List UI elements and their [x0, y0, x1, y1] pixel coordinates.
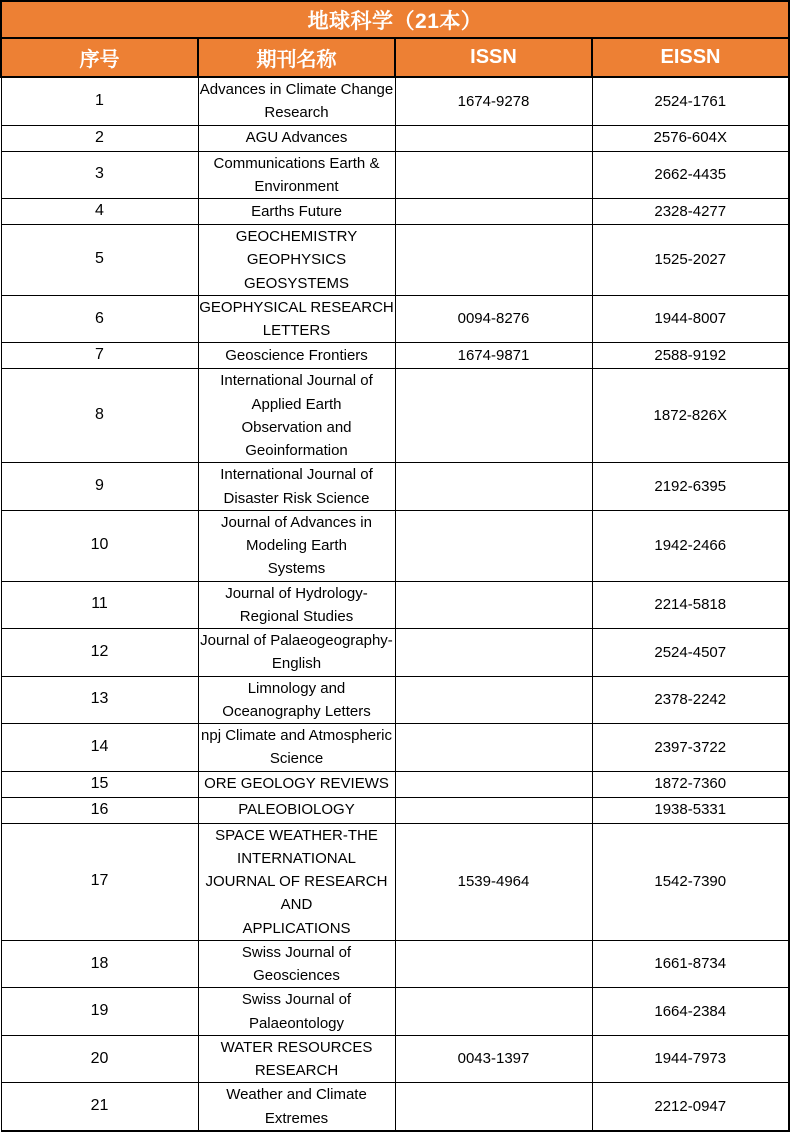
- cell-eissn: 1542-7390: [592, 823, 789, 940]
- journal-name-line: Geoscience Frontiers: [225, 347, 368, 365]
- cell-eissn: 1661-8734: [592, 940, 789, 988]
- cell-journal-name: [198, 823, 395, 940]
- table-title-row: [1, 1, 789, 38]
- cell-issn: [395, 940, 592, 988]
- journal-name-line: APPLICATIONS: [242, 919, 351, 937]
- table-row: [1, 724, 789, 772]
- cell-eissn: 1944-7973: [592, 1035, 789, 1083]
- table-row: [1, 225, 789, 296]
- cell-index: 16: [1, 797, 198, 823]
- cell-journal-name: [198, 295, 395, 343]
- journal-name-line: Weather and Climate Extremes: [226, 1086, 367, 1127]
- table-row: [1, 510, 789, 581]
- cell-index: 21: [1, 1083, 198, 1131]
- cell-eissn: 2524-1761: [592, 77, 789, 125]
- journal-name-line: Swiss Journal of Geosciences: [241, 943, 352, 984]
- cell-issn: [395, 225, 592, 296]
- journal-name-line: AGU Advances: [245, 129, 348, 147]
- cell-eissn: 2588-9192: [592, 343, 789, 369]
- table-body: [1, 77, 789, 1131]
- cell-issn: 0043-1397: [395, 1035, 592, 1083]
- cell-eissn: 1872-826X: [592, 369, 789, 463]
- table-row: [1, 463, 789, 511]
- cell-index: 5: [1, 225, 198, 296]
- table-row: [1, 199, 789, 225]
- table-row: [1, 940, 789, 988]
- cell-issn: [395, 1083, 592, 1131]
- cell-index: 8: [1, 369, 198, 463]
- cell-eissn: 2524-4507: [592, 629, 789, 677]
- table-row: [1, 151, 789, 199]
- cell-issn: 1674-9278: [395, 77, 592, 125]
- journal-name-line: Journal of Palaeogeography-English: [200, 632, 393, 673]
- cell-journal-name: [198, 1083, 395, 1131]
- cell-issn: [395, 581, 592, 629]
- cell-index: 6: [1, 295, 198, 343]
- cell-journal-name: [198, 369, 395, 463]
- cell-journal-name: [198, 343, 395, 369]
- cell-eissn: 1664-2384: [592, 988, 789, 1036]
- cell-issn: [395, 463, 592, 511]
- journal-name-line: Communications Earth & Environment: [213, 154, 380, 195]
- cell-eissn: 2397-3722: [592, 724, 789, 772]
- journal-name-line: SPACE WEATHER-THE INTERNATIONAL: [215, 826, 378, 867]
- journal-name-line: npj Climate and Atmospheric Science: [201, 727, 392, 768]
- cell-journal-name: [198, 510, 395, 581]
- journal-name-line: ORE GEOLOGY REVIEWS: [204, 775, 389, 793]
- cell-eissn: 1944-8007: [592, 295, 789, 343]
- journal-name-line: Observation and Geoinformation: [241, 418, 352, 459]
- journal-name-line: Earths Future: [251, 202, 342, 220]
- table-head: [1, 1, 789, 77]
- table-row: [1, 369, 789, 463]
- cell-journal-name: [198, 797, 395, 823]
- cell-journal-name: [198, 199, 395, 225]
- cell-issn: [395, 510, 592, 581]
- cell-issn: [395, 151, 592, 199]
- cell-issn: [395, 724, 592, 772]
- cell-index: 12: [1, 629, 198, 677]
- cell-issn: [395, 629, 592, 677]
- cell-index: 11: [1, 581, 198, 629]
- cell-issn: [395, 125, 592, 151]
- cell-journal-name: [198, 225, 395, 296]
- cell-issn: 1674-9871: [395, 343, 592, 369]
- table-row: [1, 343, 789, 369]
- cell-journal-name: [198, 581, 395, 629]
- cell-issn: [395, 676, 592, 724]
- table-row: [1, 1083, 789, 1131]
- journal-name-line: GEOCHEMISTRY GEOPHYSICS: [235, 228, 358, 269]
- column-header-journal-name: 期刊名称: [198, 38, 395, 77]
- cell-journal-name: [198, 940, 395, 988]
- cell-index: 18: [1, 940, 198, 988]
- journal-name-line: PALEOBIOLOGY: [238, 801, 355, 819]
- cell-journal-name: [198, 724, 395, 772]
- journal-name-line: International Journal of Applied Earth: [220, 372, 373, 413]
- table-header-row: [1, 38, 789, 77]
- journal-name-line: Advances in Climate Change Research: [199, 81, 394, 122]
- cell-issn: [395, 199, 592, 225]
- journal-name-line: Limnology and Oceanography Letters: [222, 679, 371, 720]
- journal-name-line: Swiss Journal of Palaeontology: [241, 991, 352, 1032]
- cell-eissn: 1872-7360: [592, 771, 789, 797]
- cell-index: 4: [1, 199, 198, 225]
- cell-journal-name: [198, 988, 395, 1036]
- cell-issn: 1539-4964: [395, 823, 592, 940]
- cell-journal-name: [198, 151, 395, 199]
- cell-journal-name: [198, 125, 395, 151]
- journal-name-line: Journal of Advances in Modeling Earth: [221, 513, 372, 554]
- cell-index: 20: [1, 1035, 198, 1083]
- table-row: [1, 125, 789, 151]
- cell-eissn: 2214-5818: [592, 581, 789, 629]
- table-row: [1, 823, 789, 940]
- journal-name-line: WATER RESOURCES RESEARCH: [220, 1038, 373, 1079]
- cell-index: 15: [1, 771, 198, 797]
- table-row: [1, 797, 789, 823]
- cell-index: 9: [1, 463, 198, 511]
- cell-journal-name: [198, 1035, 395, 1083]
- table-row: [1, 629, 789, 677]
- cell-eissn: 2662-4435: [592, 151, 789, 199]
- journal-name-line: GEOSYSTEMS: [243, 274, 350, 292]
- cell-journal-name: [198, 463, 395, 511]
- table-row: [1, 77, 789, 125]
- cell-index: 17: [1, 823, 198, 940]
- cell-journal-name: [198, 77, 395, 125]
- table-row: [1, 581, 789, 629]
- cell-issn: [395, 988, 592, 1036]
- journal-name-line: Systems: [267, 560, 326, 578]
- cell-eissn: 2192-6395: [592, 463, 789, 511]
- cell-eissn: 2378-2242: [592, 676, 789, 724]
- cell-index: 10: [1, 510, 198, 581]
- cell-index: 3: [1, 151, 198, 199]
- journal-name-line: Journal of Hydrology-Regional Studies: [225, 584, 368, 625]
- cell-index: 7: [1, 343, 198, 369]
- cell-eissn: 1525-2027: [592, 225, 789, 296]
- table-row: [1, 295, 789, 343]
- table-title: 地球科学（21本）: [1, 1, 789, 38]
- column-header-issn: ISSN: [395, 38, 592, 77]
- cell-eissn: 1942-2466: [592, 510, 789, 581]
- journal-name-line: GEOPHYSICAL RESEARCH LETTERS: [199, 298, 394, 339]
- column-header-index: 序号: [1, 38, 198, 77]
- cell-issn: 0094-8276: [395, 295, 592, 343]
- cell-eissn: 2328-4277: [592, 199, 789, 225]
- table-row: [1, 676, 789, 724]
- cell-index: 1: [1, 77, 198, 125]
- cell-issn: [395, 797, 592, 823]
- cell-eissn: 2212-0947: [592, 1083, 789, 1131]
- table-row: [1, 988, 789, 1036]
- column-header-eissn: EISSN: [592, 38, 789, 77]
- journal-name-line: International Journal of Disaster Risk Science: [220, 466, 373, 507]
- table-row: [1, 1035, 789, 1083]
- cell-journal-name: [198, 629, 395, 677]
- journal-name-line: JOURNAL OF RESEARCH AND: [205, 873, 388, 914]
- cell-index: 2: [1, 125, 198, 151]
- cell-eissn: 1938-5331: [592, 797, 789, 823]
- cell-index: 13: [1, 676, 198, 724]
- cell-index: 19: [1, 988, 198, 1036]
- cell-journal-name: [198, 676, 395, 724]
- cell-issn: [395, 369, 592, 463]
- cell-eissn: 2576-604X: [592, 125, 789, 151]
- cell-index: 14: [1, 724, 198, 772]
